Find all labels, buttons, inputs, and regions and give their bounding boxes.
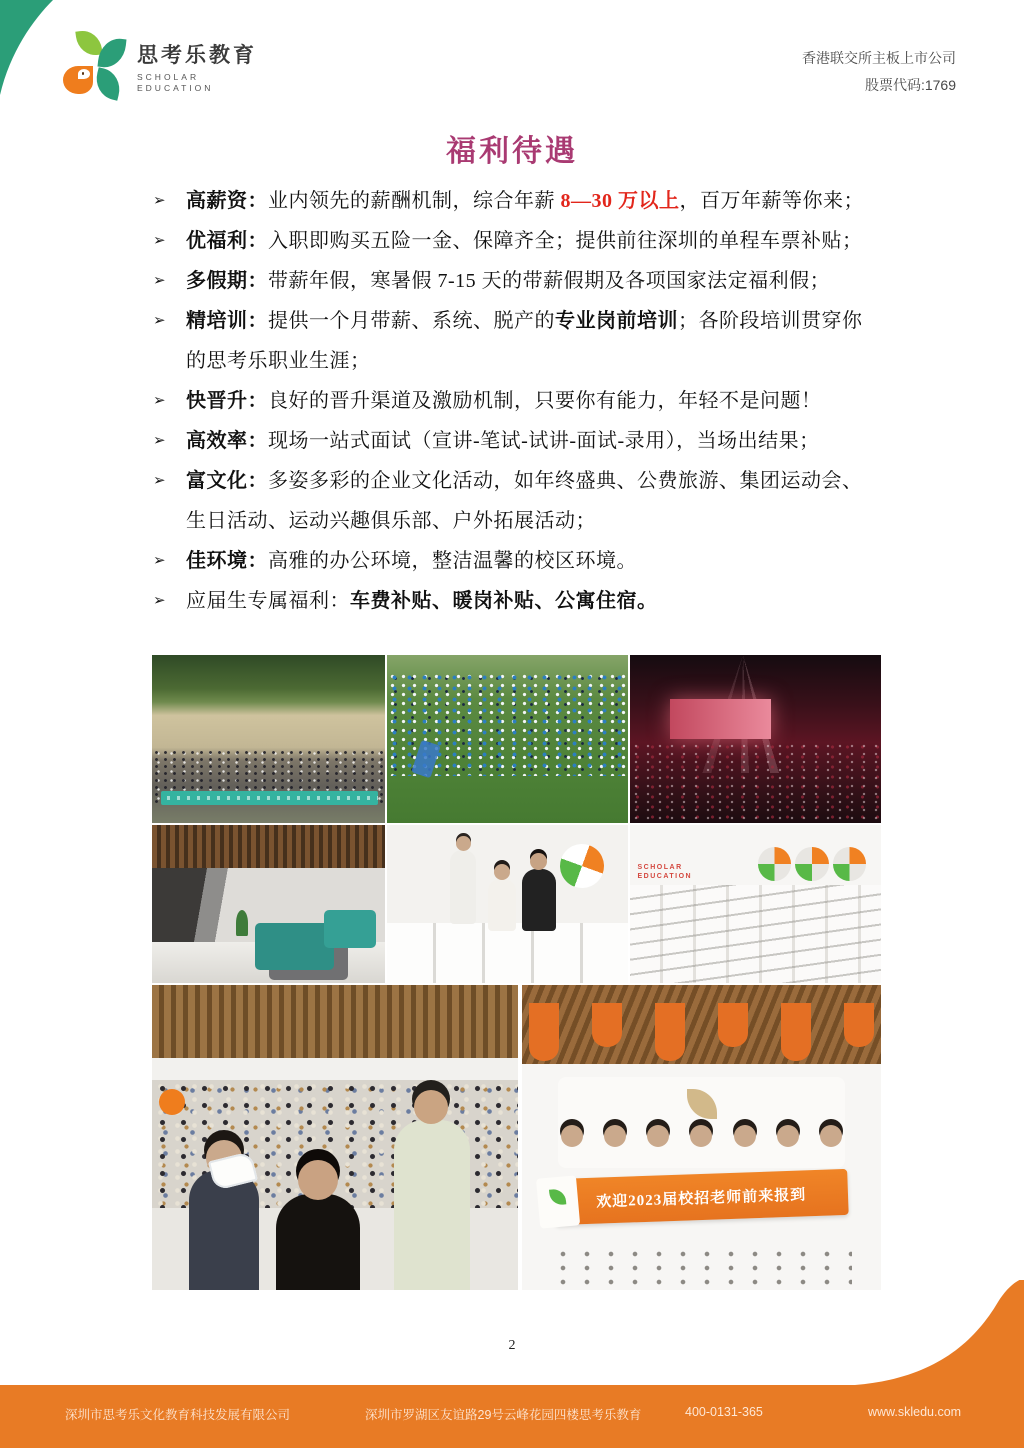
benefit-text: 的思考乐职业生涯； xyxy=(186,350,371,372)
brand-text xyxy=(137,39,257,94)
benefit-text: 良好的晋升渠道及激励机制，只要你有能力，年轻不是问题！ xyxy=(268,390,822,412)
student-figure xyxy=(488,879,516,931)
brand-name-en xyxy=(137,72,257,94)
benefit-text: ，百万年薪等你来； xyxy=(679,190,864,212)
audience-texture xyxy=(630,742,881,823)
listing-line1: 香港联交所主板上市公司 xyxy=(802,50,956,66)
brand-en-line1: SCHOLAR xyxy=(137,71,200,82)
logo-pinwheel-icon xyxy=(554,838,610,894)
benefit-label: 高薪资： xyxy=(186,190,268,212)
benefit-text: 业内领先的薪酬机制，综合年薪 xyxy=(268,190,561,212)
arrow-bullet-icon: ➢ xyxy=(153,473,166,489)
classroom-wall-text xyxy=(638,863,693,881)
brand-en-line2: EDUCATION xyxy=(137,82,214,93)
benefit-item xyxy=(152,541,910,581)
benefit-item xyxy=(152,181,910,221)
benefit-text: 生日活动、运动兴趣俱乐部、户外拓展活动； xyxy=(186,510,596,532)
benefit-item xyxy=(152,421,910,461)
benefit-label: 车费补贴、暖岗补贴、公寓住宿。 xyxy=(350,590,658,612)
photo-field-activity xyxy=(387,655,628,823)
benefit-item xyxy=(152,581,910,621)
desks xyxy=(387,923,628,983)
arrow-bullet-icon: ➢ xyxy=(153,233,166,249)
teal-sofa xyxy=(255,923,334,970)
benefits-list xyxy=(152,181,910,621)
group-photo-banner xyxy=(161,791,378,805)
benefit-item xyxy=(152,261,910,301)
listing-line2: 股票代码:1769 xyxy=(864,77,956,93)
benefit-text: 入职即购买五险一金、保障齐全；提供前往深圳的单程车票补贴； xyxy=(268,230,863,252)
wall-band xyxy=(152,1058,518,1079)
hanging-banners-decor xyxy=(529,1003,874,1067)
wood-ceiling xyxy=(152,985,518,1058)
arrow-bullet-icon: ➢ xyxy=(153,313,166,329)
photo-grid xyxy=(152,655,881,1290)
orange-sign-icon xyxy=(159,1089,185,1115)
benefit-text: 高雅的办公环境，整洁温馨的校区环境。 xyxy=(268,550,637,572)
teal-corner-decoration xyxy=(0,0,60,100)
leaf-sign-icon xyxy=(536,1175,580,1228)
brand-name-cn: 思考乐教育 xyxy=(137,43,257,67)
benefit-label: 优福利： xyxy=(186,230,268,252)
page-title: 福利待遇 xyxy=(446,135,578,168)
benefit-label: 高效率： xyxy=(186,430,268,452)
benefit-text: 带薪年假，寒暑假 7-15 天的带薪假期及各项国家法定福利假； xyxy=(268,270,831,292)
benefit-label: 富文化： xyxy=(186,470,268,492)
benefit-item xyxy=(152,381,910,421)
photo-outdoor-group xyxy=(152,655,385,823)
benefit-text: 现场一站式面试（宣讲-笔试-试讲-面试-录用），当场出结果； xyxy=(268,430,820,452)
people-row xyxy=(551,1125,853,1155)
arrow-bullet-icon: ➢ xyxy=(153,593,166,609)
benefit-label: 专业岗前培训 xyxy=(555,310,678,332)
wall-text-line1: SCHOLAR xyxy=(637,863,683,871)
wall-pinwheel-decor xyxy=(758,847,866,881)
teacher-figure xyxy=(450,850,476,924)
welcome-banner xyxy=(554,1169,850,1225)
arrow-bullet-icon: ➢ xyxy=(153,273,166,289)
benefit-text: 多姿多彩的企业文化活动，如年终盛典、公费旅游、集团运动会、 xyxy=(268,470,863,492)
benefit-item xyxy=(152,221,910,261)
footer-company: 深圳市思考乐文化教育科技发展有限公司 xyxy=(65,1408,291,1422)
desk-rows xyxy=(630,885,881,983)
wall-text-line2: EDUCATION xyxy=(637,872,693,880)
photo-annual-gala xyxy=(630,655,881,823)
leaf-icon xyxy=(98,37,127,70)
benefit-item xyxy=(152,301,910,381)
photo-office-corridor xyxy=(152,825,385,983)
footer-phone: 400-0131-365 xyxy=(685,1405,763,1419)
stock-listing-info xyxy=(802,45,956,99)
benefit-text: ；各阶段培训贯穿你 xyxy=(678,310,863,332)
arrow-bullet-icon: ➢ xyxy=(153,393,166,409)
benefit-text: 应届生专属福利： xyxy=(186,590,350,612)
plant-shape xyxy=(236,910,248,936)
arrow-bullet-icon: ➢ xyxy=(153,433,166,449)
photo-lobby-welcome xyxy=(522,985,881,1290)
footer-address: 深圳市罗湖区友谊路29号云峰花园四楼思考乐教育 xyxy=(365,1408,642,1422)
scholar-bird-leaves-logo-icon xyxy=(63,30,125,102)
person-figure xyxy=(394,1120,470,1290)
benefit-text: 提供一个月带薪、系统、脱产的 xyxy=(268,310,555,332)
benefit-label: 快晋升： xyxy=(186,390,268,412)
benefit-label: 多假期： xyxy=(186,270,268,292)
footer-website[interactable]: www.skledu.com xyxy=(868,1405,962,1419)
photo-empty-classroom xyxy=(630,825,881,983)
bird-icon xyxy=(63,66,93,94)
arrow-bullet-icon: ➢ xyxy=(153,193,166,209)
student-figure xyxy=(522,869,556,931)
benefit-item xyxy=(152,461,910,541)
teal-sofa xyxy=(324,910,375,948)
page-number: 2 xyxy=(508,1338,516,1353)
benefit-label: 佳环境： xyxy=(186,550,268,572)
person-figure xyxy=(276,1194,360,1290)
arrow-bullet-icon: ➢ xyxy=(153,553,166,569)
wood-ceiling xyxy=(152,825,385,868)
leaf-icon xyxy=(92,67,124,100)
brand-logo xyxy=(63,30,257,102)
welcome-banner-text: 欢迎2023届校招老师前来报到 xyxy=(596,1186,807,1211)
benefit-label: 精培训： xyxy=(186,310,268,332)
photo-teacher-tutoring xyxy=(387,825,628,983)
stage-screen xyxy=(670,699,770,739)
photo-orientation-session xyxy=(152,985,518,1290)
benefit-label: 8—30 万以上 xyxy=(560,190,680,212)
